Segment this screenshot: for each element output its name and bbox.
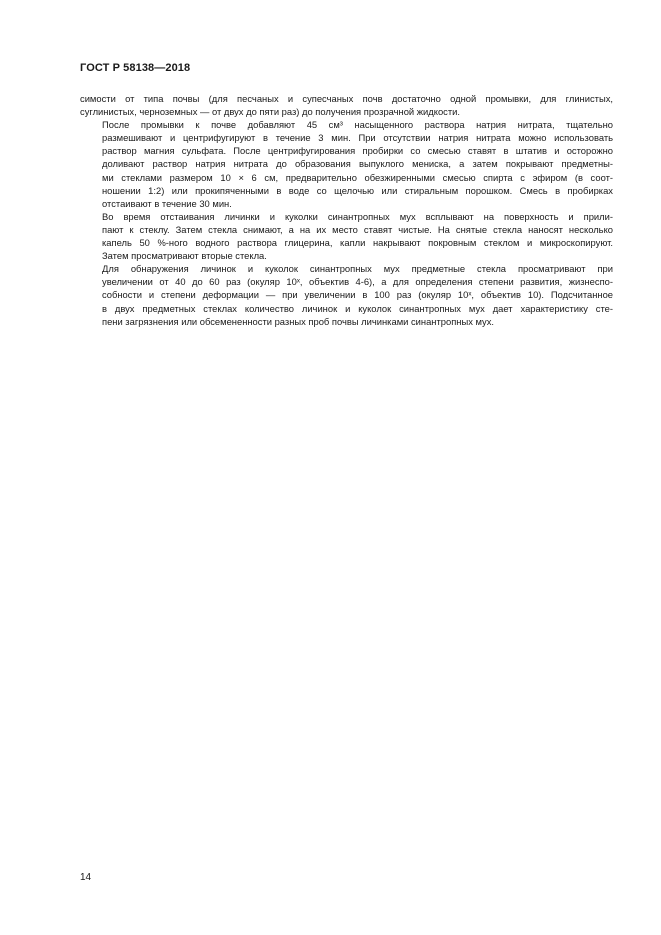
text-line: ношении 1:2) или прокипяченными в воде со щелочью или стиральным порошком. Смесь в пробирках [102, 184, 613, 196]
text-line: Затем просматривают вторые стекла. [102, 250, 267, 262]
text-line: раствор магния сульфата. После центрифугирования пробирки со смесью ставят в штатив и осторожно [102, 145, 613, 157]
text-line: доливают раствор натрия нитрата до образования выпуклого мениска, а затем покрывают предметны- [102, 158, 613, 170]
text-line: Для обнаружения личинок и куколок синантропных мух предметные стекла просматривают при [102, 263, 613, 275]
text-line: капель 50 %-ного водного раствора глицерина, капли накрывают покровным стеклом и микроскопируют. [102, 237, 613, 249]
text-line: отстаивают в течение 30 мин. [102, 197, 232, 209]
text-line: собности и степени деформации — при увеличении в 100 раз (окуляр 10ˣ, объектив 10). Подсчитанное [102, 289, 613, 301]
document-body [80, 92, 613, 328]
text-line: увеличении от 40 до 60 раз (окуляр 10ˣ, объектив 4-6), а для определения степени развития, жизнеспо- [102, 276, 613, 288]
text-line: После промывки к почве добавляют 45 см³ насыщенного раствора натрия нитрата, тщательно [102, 119, 613, 131]
text-line: пают к стеклу. Затем стекла снимают, а на их место ставят чистые. На снятые стекла наносят несколько [102, 223, 613, 235]
paragraph-2 [80, 118, 613, 210]
text-line: суглинистых, черноземных — от двух до пяти раз) до получения прозрачной жидкости. [80, 106, 461, 118]
text-line: симости от типа почвы (для песчаных и супесчаных почв достаточно одной промывки, для глинистых, [80, 93, 613, 104]
document-header [80, 62, 190, 74]
paragraph-4 [80, 262, 613, 327]
text-line: пени загрязнения или обсемененности разных проб почвы личинками синантропных мух. [102, 315, 495, 327]
page-number: 14 [80, 872, 92, 883]
paragraph-3 [80, 210, 613, 262]
standard-designation: ГОСТ Р 58138—2018 [80, 62, 191, 74]
text-line: размешивают и центрифугируют в течение 3 мин. При отсутствии натрия нитрата можно использовать [102, 132, 613, 144]
text-line: Во время отстаивания личинки и куколки синантропных мух всплывают на поверхность и прили- [102, 210, 613, 222]
text-line: в двух предметных стеклах количество личинок и куколок синантропных мух дает характеристику сте- [102, 302, 613, 314]
text-line: ми стеклами размером 10 × 6 см, предварительно обезжиренными смесью спирта с эфиром (в соот- [102, 171, 613, 183]
paragraph-1 [80, 92, 613, 118]
